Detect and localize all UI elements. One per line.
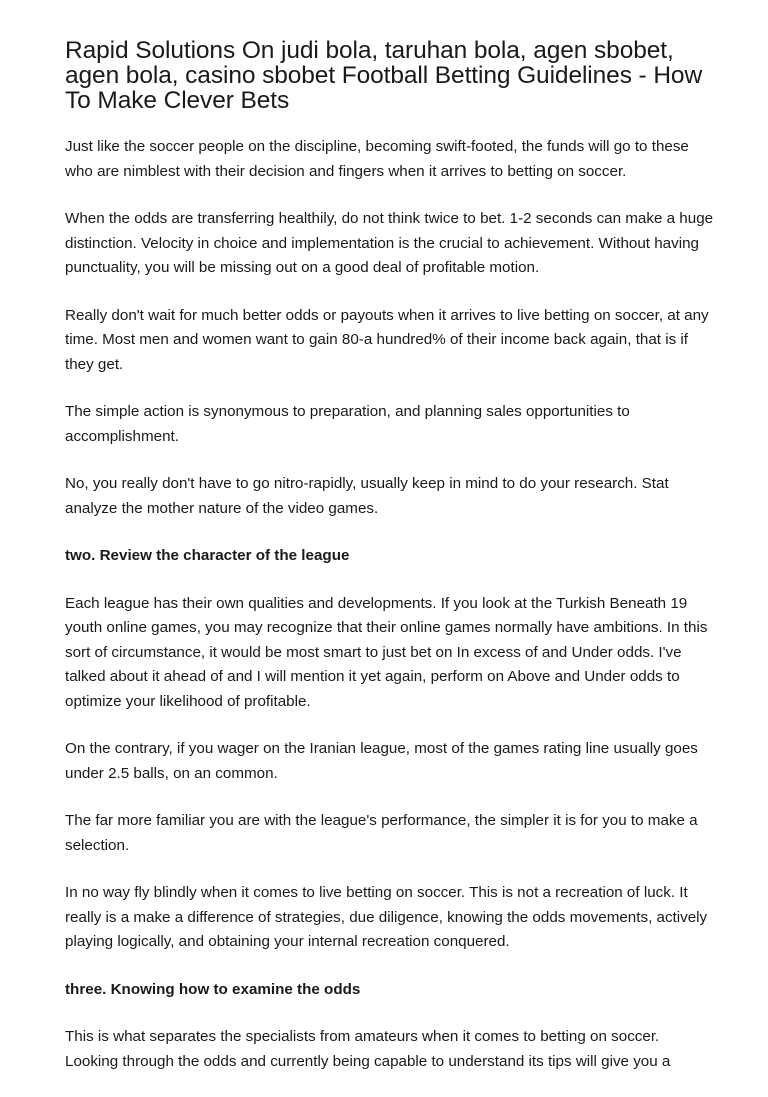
paragraph: On the contrary, if you wager on the Iranian league, most of the games rating line usually goes under 2.5 balls, on an common.	[65, 740, 698, 782]
document-page	[65, 38, 715, 1097]
paragraph: Really don't wait for much better odds or payouts when it arrives to live betting on soccer, at any time. Most men and women want to gain 80-a hundred% of their income back again, that is if they get.	[65, 306, 709, 373]
paragraph: No, you really don't have to go nitro-rapidly, usually keep in mind to do your research. Stat analyze the mother nature of the video games.	[65, 475, 669, 517]
paragraph: The simple action is synonymous to preparation, and planning sales opportunities to accomplishment.	[65, 403, 630, 445]
paragraph: When the odds are transferring healthily, do not think twice to bet. 1-2 seconds can make a huge distinction. Velocity in choice and implementation is the crucial to achievement. Without having punctuality, you will be missing out on a good deal of profitable motion.	[65, 210, 714, 276]
paragraph: The far more familiar you are with the league's performance, the simpler it is for you to make a selection.	[65, 812, 698, 854]
section-heading: three. Knowing how to examine the odds	[65, 980, 361, 998]
paragraph: Each league has their own qualities and developments. If you look at the Turkish Beneath 19 youth online games, you may recognize that their online games normally have ambitions. In this sort of circumstance, it would be most smart to just bet on In excess of and Under odds. I've talked about it ahead of and I will mention it yet again, perform on Above and Under odds to optimize your likelihood of profitable.	[65, 594, 708, 710]
section-heading: two. Review the character of the league	[65, 547, 350, 564]
paragraph: Just like the soccer people on the discipline, becoming swift-footed, the funds will go to these who are nimblest with their decision and fingers when it arrives to betting on soccer.	[65, 138, 689, 180]
paragraph: In no way fly blindly when it comes to live betting on soccer. This is not a recreation of luck. It really is a make a difference of strategies, due diligence, knowing the odds movements, actively playing logically, and obtaining your internal recreation conquered.	[65, 884, 708, 950]
paragraph: This is what separates the specialists from amateurs when it comes to betting on soccer. Looking through the odds and currently being capable to understand its tips will give you a	[65, 1028, 671, 1070]
document-title: Rapid Solutions On judi bola, taruhan bola, agen sbobet, agen bola, casino sbobet Football Betting Guidelines - How To Make Clever Bets	[65, 37, 703, 114]
